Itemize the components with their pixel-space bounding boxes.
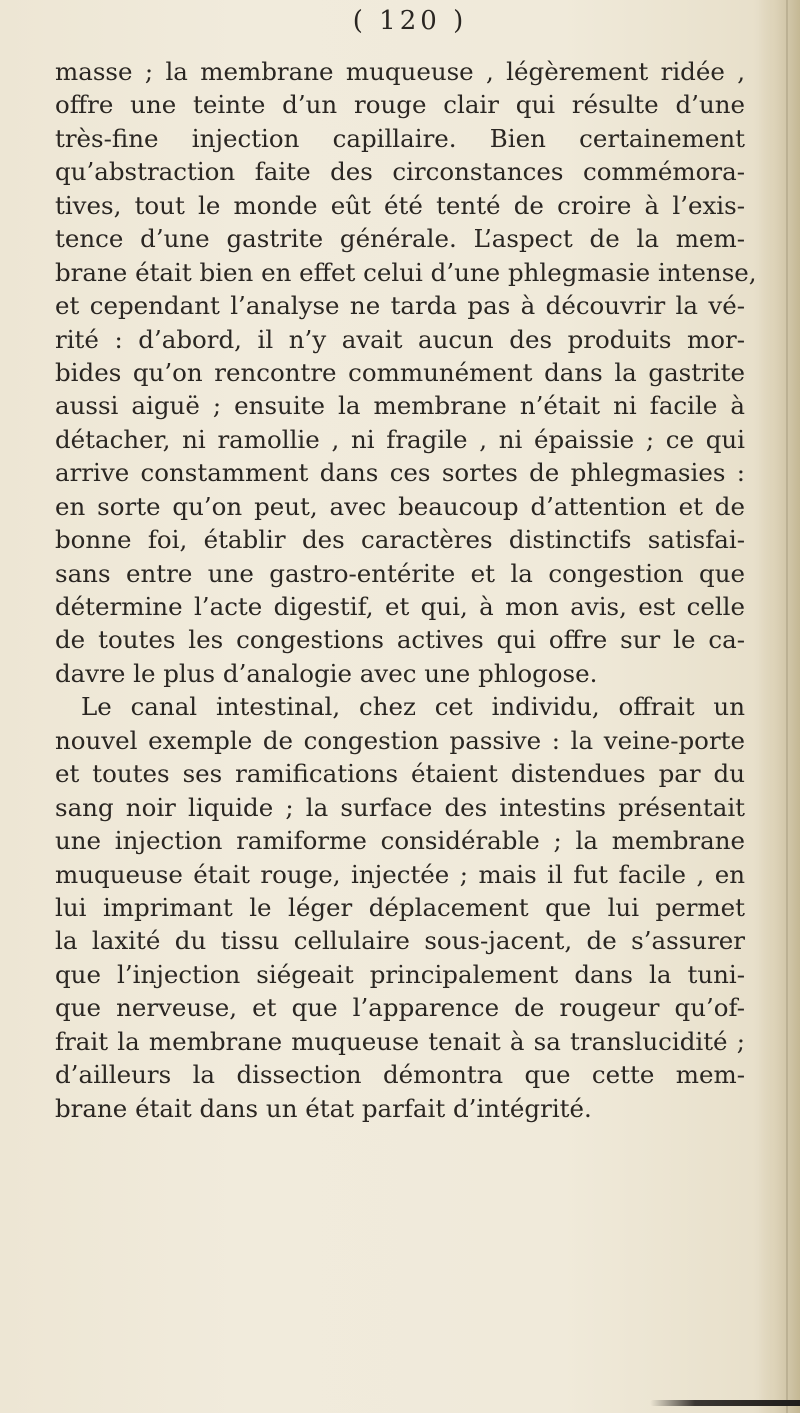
text-line: nouvel exemple de congestion passive : la veine-porte xyxy=(55,725,745,755)
text-line: offre une teinte d’un rouge clair qui résulte d’une xyxy=(55,90,745,120)
text-line: très-fine injection capillaire. Bien certainement xyxy=(55,123,745,153)
text-line: bides qu’on rencontre communément dans la gastrite xyxy=(55,357,745,387)
text-line: aussi aiguë ; ensuite la membrane n’était ni facile à xyxy=(55,391,745,421)
text-line: arrive constamment dans ces sortes de phlegmasies : xyxy=(55,458,745,488)
text-line: et cependant l’analyse ne tarda pas à découvrir la vé- xyxy=(55,291,745,321)
text-line: lui imprimant le léger déplacement que lui permet xyxy=(55,892,745,922)
body-text xyxy=(55,55,757,1125)
paragraph-end-line: brane était dans un état parfait d’intégrité. xyxy=(55,1093,592,1123)
text-line: la laxité du tissu cellulaire sous-jacent, de s’assurer xyxy=(55,926,745,956)
text-line: que nerveuse, et que l’apparence de rougeur qu’of- xyxy=(55,993,745,1023)
page-number-header: ( 120 ) xyxy=(352,6,468,36)
paragraph-start-line: Le canal intestinal, chez cet individu, offrait un xyxy=(81,692,745,722)
text-line: détacher, ni ramollie , ni fragile , ni épaissie ; ce qui xyxy=(55,424,745,454)
text-line: masse ; la membrane muqueuse , légèrement ridée , xyxy=(55,57,745,86)
page-gutter-shadow xyxy=(758,0,800,1413)
text-line: d’ailleurs la dissection démontra que cette mem- xyxy=(55,1060,745,1090)
text-line: de toutes les congestions actives qui offre sur le ca- xyxy=(55,625,745,655)
page-edge-line xyxy=(786,0,788,1413)
text-line: sans entre une gastro-entérite et la congestion que xyxy=(55,558,745,588)
paragraph-end-line: davre le plus d’analogie avec une phlogose. xyxy=(55,658,598,688)
text-line: sang noir liquide ; la surface des intestins présentait xyxy=(55,792,745,822)
text-line: que l’injection siégeait principalement dans la tuni- xyxy=(55,959,745,989)
binding-edge-mark xyxy=(650,1400,800,1406)
text-line: tives, tout le monde eût été tenté de croire à l’exis- xyxy=(55,190,745,220)
text-line: tence d’une gastrite générale. L’aspect de la mem- xyxy=(55,224,745,254)
text-line: qu’abstraction faite des circonstances commémora- xyxy=(55,157,745,187)
text-line: et toutes ses ramifications étaient distendues par du xyxy=(55,759,745,789)
text-line: bonne foi, établir des caractères distinctifs satisfai- xyxy=(55,525,745,555)
text-line: une injection ramiforme considérable ; la membrane xyxy=(55,826,745,856)
text-line: frait la membrane muqueuse tenait à sa translucidité ; xyxy=(55,1026,745,1056)
text-line: en sorte qu’on peut, avec beaucoup d’attention et de xyxy=(55,491,745,521)
text-line: détermine l’acte digestif, et qui, à mon avis, est celle xyxy=(55,592,745,621)
text-line: rité : d’abord, il n’y avait aucun des produits mor- xyxy=(55,324,745,354)
text-line: brane était bien en effet celui d’une phlegmasie intense, xyxy=(55,257,757,287)
text-line: muqueuse était rouge, injectée ; mais il fut facile , en xyxy=(55,859,745,889)
